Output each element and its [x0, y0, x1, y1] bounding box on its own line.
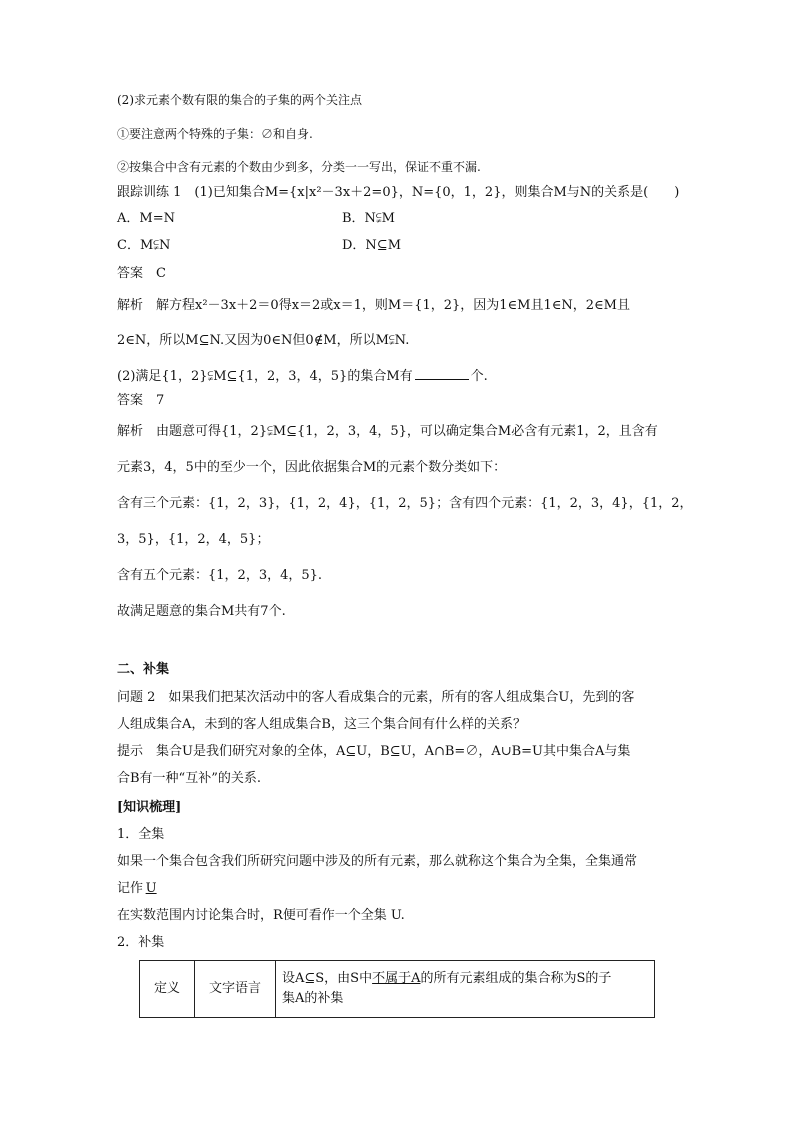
explanation-2-line-1: 解析 由题意可得{1，2}⫋M⊆{1，2，3，4，5}，可以确定集合M必含有元素1，2，且含有	[117, 424, 658, 439]
section-heading-complement: 二、补集	[117, 662, 170, 677]
knowledge-heading: [知识梳理]	[117, 800, 182, 815]
focus-point-1: ①要注意两个特殊的子集：∅和自身.	[117, 127, 313, 141]
table-row	[140, 961, 655, 1018]
explanation-2-line-6: 故满足题意的集合M共有7个.	[117, 604, 286, 619]
explanation-2-line-2: 元素3，4，5中的至少一个，因此依据集合M的元素个数分类如下：	[117, 460, 507, 475]
complement-title: 2．补集	[117, 935, 165, 950]
definition-middle: 的所有元素组成的集合称为S的子	[420, 971, 612, 986]
universal-set-title: 1．全集	[117, 827, 165, 842]
verbal-definition-cell	[276, 961, 655, 1018]
hint-line-1: 提示 集合U是我们研究对象的全体，A⊆U，B⊆U，A∩B=∅，A∪B=U其中集合A与集	[117, 744, 631, 759]
complement-definition-table	[139, 960, 655, 1018]
explanation-2-line-5: 含有五个元素：{1，2，3，4，5}.	[117, 568, 323, 583]
practice-question-1: 跟踪训练 1 (1)已知集合M={x|x²－3x＋2=0}，N={0，1，2}，则集合M与N的关系是( )	[117, 185, 680, 200]
hint-line-2: 合B有一种“互补”的关系.	[117, 771, 261, 786]
explanation-2-line-4: 3，5}，{1，2，4，5}；	[117, 532, 270, 547]
universal-symbol: U	[145, 881, 157, 896]
universal-set-def-line-2	[117, 880, 157, 898]
subset-focus-heading: (2)求元素个数有限的集合的子集的两个关注点	[117, 93, 362, 107]
option-a: A．M=N	[117, 211, 175, 226]
denoted-text: 记作	[117, 881, 144, 896]
verbal-language-cell: 文字语言	[195, 961, 276, 1018]
answer-2: 答案 7	[117, 393, 165, 408]
definition-underlined: 不属于A	[372, 971, 421, 986]
option-c: C．M⫋N	[117, 238, 171, 253]
answer-1: 答案 C	[117, 266, 166, 281]
focus-point-2: ②按集合中含有元素的个数由少到多，分类一一写出，保证不重不漏.	[117, 160, 481, 174]
explanation-2-line-3: 含有三个元素：{1，2，3}，{1，2，4}，{1，2，5}；含有四个元素：{1，2，3，4}，{1，2，	[117, 496, 693, 511]
answer-blank	[415, 366, 469, 380]
question-2-suffix: 个.	[470, 369, 488, 384]
definition-end: 集A的补集	[282, 991, 344, 1006]
universal-set-def-line-1: 如果一个集合包含我们所研究问题中涉及的所有元素，那么就称这个集合为全集，全集通常	[117, 854, 638, 869]
real-number-universal-line: 在实数范围内讨论集合时，R便可看作一个全集 U.	[117, 908, 405, 923]
explanation-1-line-2: 2∈N，所以M⊆N.又因为0∈N但0∉M，所以M⫋N.	[117, 333, 410, 348]
problem-2-line-2: 人组成集合A，未到的客人组成集合B，这三个集合间有什么样的关系？	[117, 717, 526, 732]
definition-cell: 定义	[140, 961, 195, 1018]
practice-question-2	[117, 366, 488, 386]
option-b: B．N⫋M	[342, 211, 395, 226]
question-2-text: (2)满足{1，2}⫋M⊆{1，2，3，4，5}的集合M有	[117, 369, 413, 384]
explanation-1-line-1: 解析 解方程x²－3x＋2＝0得x＝2或x＝1，则M＝{1，2}，因为1∈M且1∈N，2∈M且	[117, 298, 630, 313]
option-d: D．N⊆M	[342, 238, 402, 253]
definition-prefix: 设A⊆S，由S中	[282, 971, 373, 986]
problem-2-line-1: 问题 2 如果我们把某次活动中的客人看成集合的元素，所有的客人组成集合U，先到的客	[117, 690, 635, 705]
